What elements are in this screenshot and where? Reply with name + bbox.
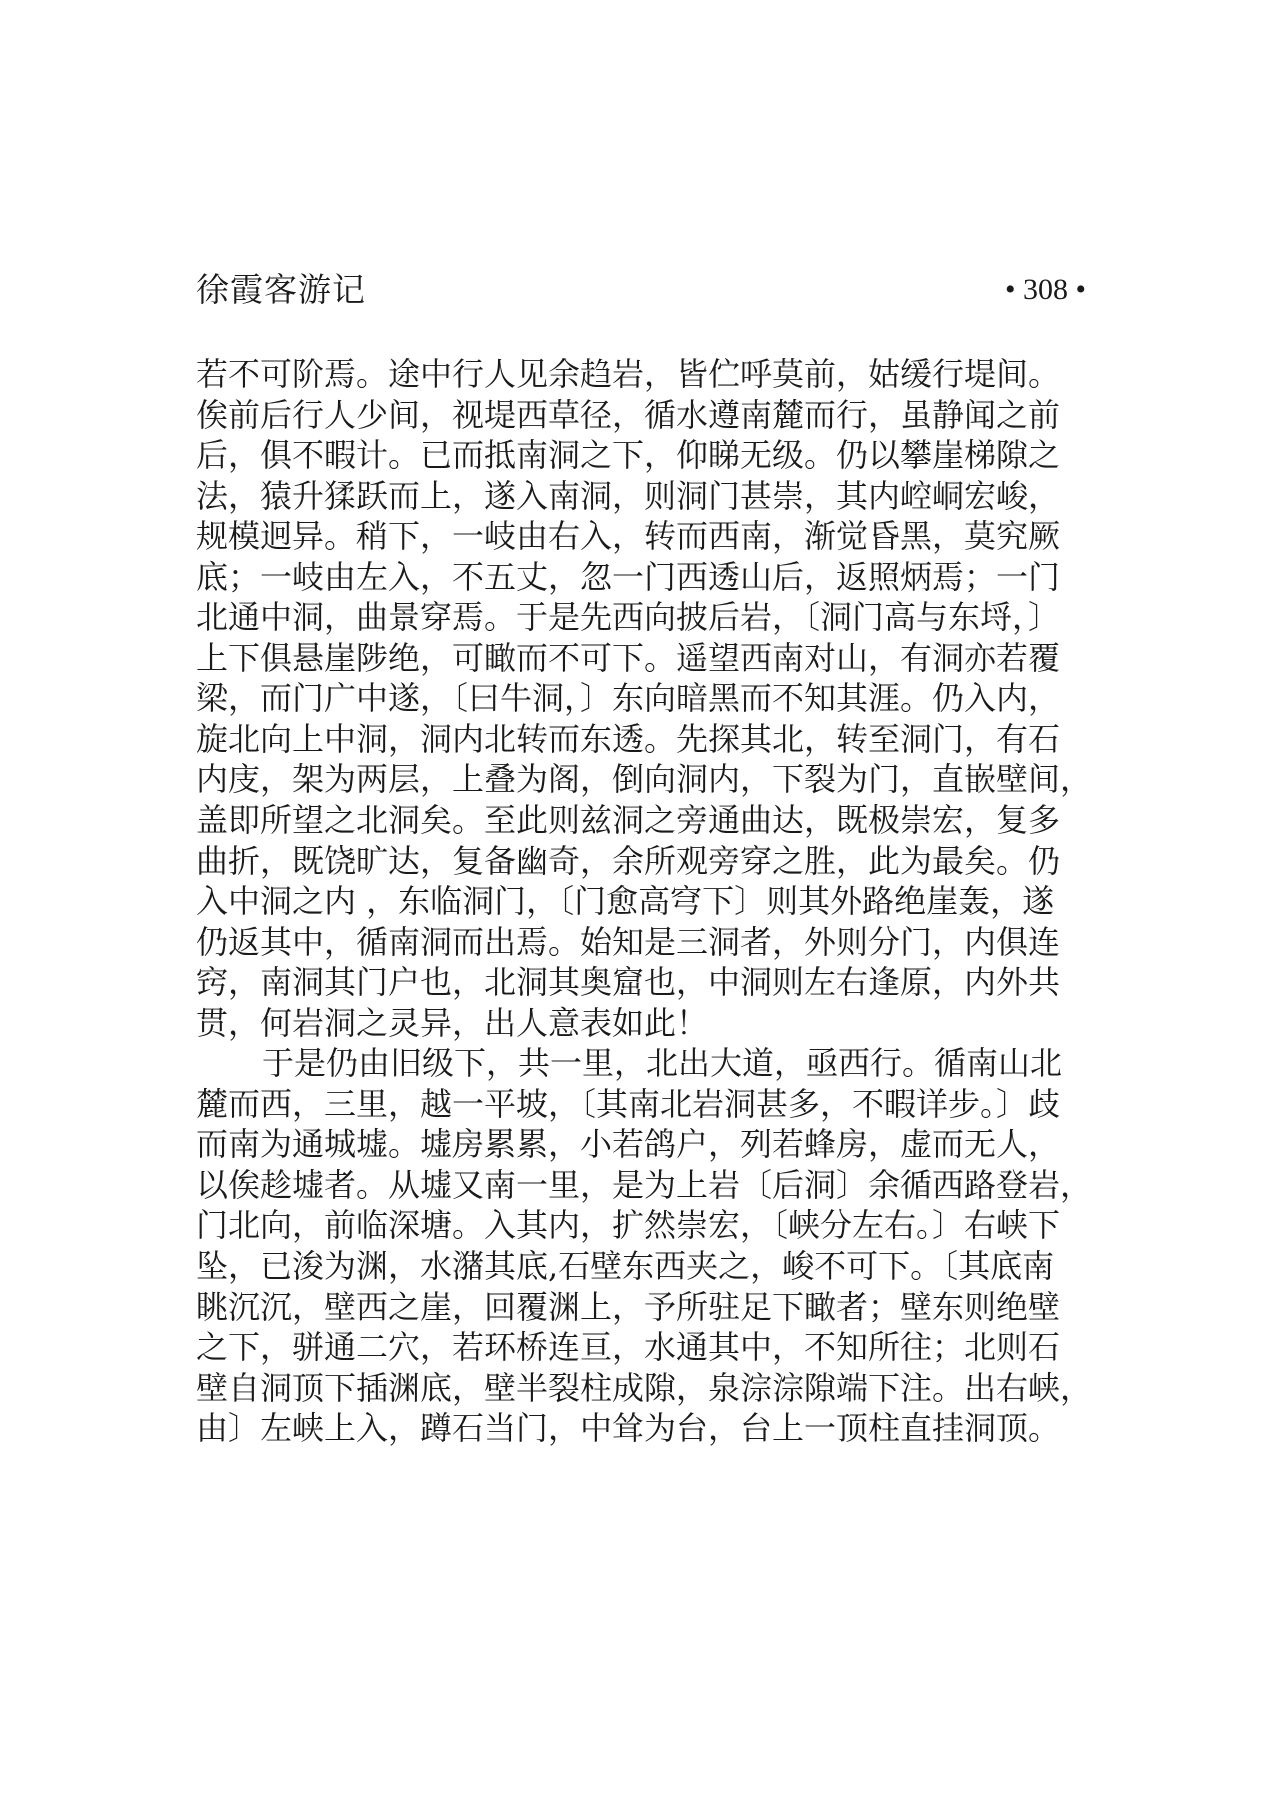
text-line: 窍，南洞其门户也，北洞其奥窟也，中洞则左右逢原，内外共 [196, 963, 1061, 1002]
text-line: 法，猿升猱跃而上，遂入南洞，则洞门甚崇，其内崆峒宏峻， [196, 476, 1061, 515]
text-line: 眺沉沉，壁西之崖，回覆渊上，予所驻足下瞰者；壁东则绝壁 [196, 1287, 1061, 1326]
paragraph-first-line: 于是仍由旧级下，共一里，北出大道，亟西行。循南山北 [262, 1044, 1063, 1083]
text-line: 壁自洞顶下插渊底，壁半裂柱成隙，泉淙淙隙端下注。出右峡， [196, 1368, 1093, 1407]
text-line: 坠，已浚为渊，水潴其底,石壁东西夹之，峻不可下。〔其底南 [196, 1247, 1055, 1286]
text-line: 若不可阶焉。途中行人见余趋岩，皆伫呼莫前，姑缓行堤间。 [196, 355, 1061, 393]
text-line: 北通中洞，曲景穿焉。于是先西向披后岩，〔洞门高与东埒，〕 [196, 598, 1061, 637]
book-title: 徐霞客游记 [196, 270, 366, 309]
text-line: 后，俱不暇计。已而抵南洞之下，仰睇无级。仍以攀崖梯隙之 [196, 436, 1061, 475]
body-text [196, 354, 1096, 1449]
text-line: 之下，骈通二穴，若环桥连亘，水通其中，不知所往；北则石 [196, 1328, 1061, 1367]
text-line: 梁，而门广中遂，〔曰牛洞，〕东向暗黑而不知其涯。仍入内， [196, 679, 1061, 718]
text-line: 麓而西，三里，越一平坡，〔其南北岩洞甚多，不暇详步。〕歧 [196, 1084, 1061, 1123]
text-line: 曲折，既饶旷达，复备幽奇，余所观旁穿之胜，此为最矣。仍 [196, 841, 1061, 880]
text-line: 上下俱悬崖陟绝，可瞰而不可下。遥望西南对山，有洞亦若覆 [196, 638, 1061, 677]
text-line: 规模迥异。稍下，一岐由右入，转而西南，渐觉昏黑，莫究厥 [196, 517, 1061, 556]
text-line: 底；一岐由左入，不五丈，忽一门西透山后，返照炳焉；一门 [196, 557, 1061, 596]
text-line: 以俟趁墟者。从墟又南一里，是为上岩〔后洞〕余循西路登岩， [196, 1165, 1093, 1204]
text-line: 而南为通城墟。墟房累累，小若鸽户，列若蜂房，虚而无人， [196, 1125, 1061, 1164]
text-line: 门北向，前临深塘。入其内，扩然崇宏，〔峡分左右。〕右峡下 [196, 1206, 1061, 1245]
text-line: 入中洞之内 ，东临洞门，〔门愈高穹下〕则其外路绝崖轰，遂 [196, 882, 1055, 921]
text-line: 仍返其中，循南洞而出焉。始知是三洞者，外则分门，内俱连 [196, 922, 1061, 961]
text-line: 贯，何岩洞之灵异，出人意表如此！ [196, 1003, 709, 1042]
running-header [196, 268, 1086, 312]
text-line: 俟前后行人少间，视堤西草径，循水遵南麓而行，虽静闻之前 [196, 395, 1061, 434]
text-line: 由〕左峡上入，蹲石当门，中耸为台，台上一顶柱直挂洞顶。 [196, 1409, 1061, 1448]
text-line: 旋北向上中洞，洞内北转而东透。先探其北，转至洞门，有石 [196, 719, 1061, 758]
text-line: 盖即所望之北洞矣。至此则兹洞之旁通曲达，既极崇宏，复多 [196, 801, 1061, 840]
page-number: • 308 • [1004, 273, 1086, 306]
text-line: 内庋，架为两层，上叠为阁，倒向洞内，下裂为门，直嵌壁间， [196, 760, 1093, 799]
